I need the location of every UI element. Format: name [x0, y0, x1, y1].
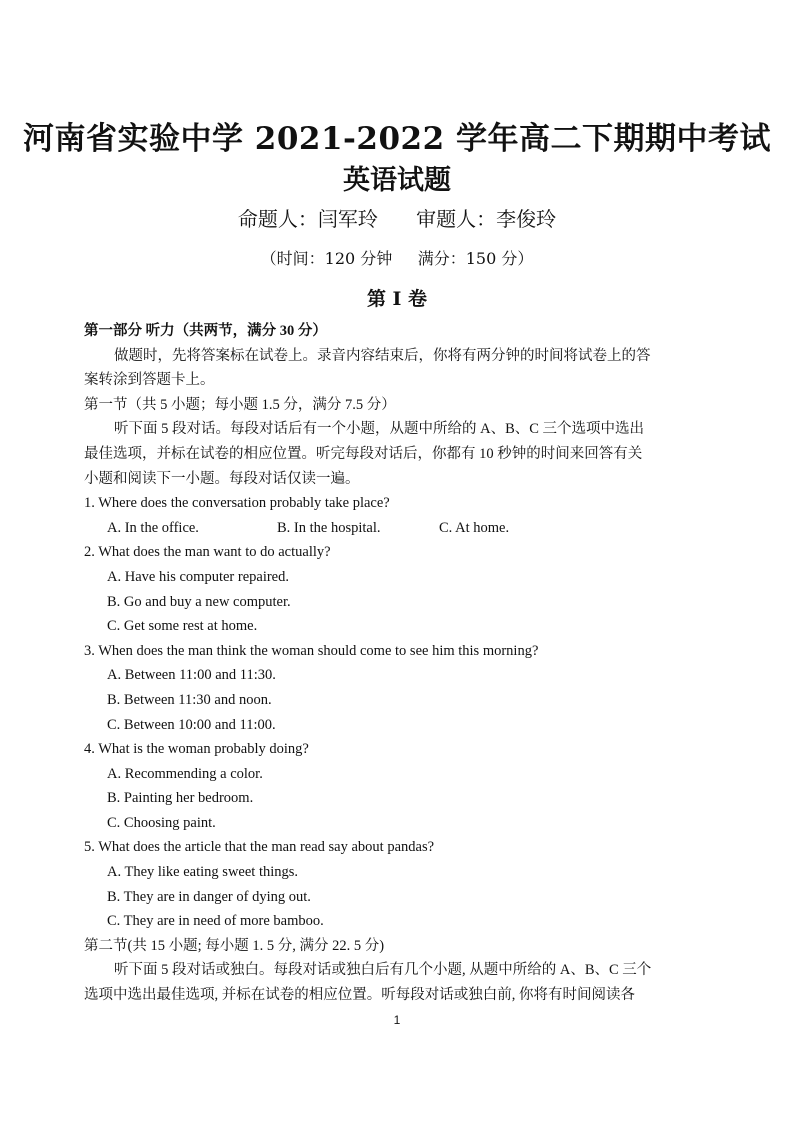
- question-1: 1. Where does the conversation probably take place?: [84, 495, 390, 512]
- question-2: 2. What does the man want to do actually?: [84, 544, 331, 561]
- section1-instruction-3: 小题和阅读下一小题。每段对话仅读一遍。: [84, 470, 360, 487]
- section2-instruction-1: 听下面 5 段对话或独白。每段对话或独白后有几个小题, 从题中所给的 A、B、C 三个: [114, 962, 652, 979]
- question-3: 3. When does the man think the woman should come to see him this morning?: [84, 642, 539, 659]
- section1-instruction-1: 听下面 5 段对话。每段对话后有一个小题，从题中所给的 A、B、C 三个选项中选出: [114, 421, 645, 438]
- question-3-option-a: A. Between 11:00 and 11:30.: [107, 667, 276, 684]
- question-2-option-c: C. Get some rest at home.: [107, 618, 258, 635]
- question-2-option-b: B. Go and buy a new computer.: [107, 593, 291, 610]
- part1-instruction-2: 案转涂到答题卡上。: [84, 372, 215, 389]
- question-5-option-c: C. They are in need of more bamboo.: [107, 913, 324, 930]
- section1-heading: 第一节（共 5 小题；每小题 1.5 分，满分 7.5 分）: [84, 396, 396, 413]
- section2-instruction-2: 选项中选出最佳选项, 并标在试卷的相应位置。听每段对话或独白前, 你将有时间阅读各: [84, 987, 635, 1004]
- question-5-option-a: A. They like eating sweet things.: [107, 864, 299, 881]
- exam-title: 河南省实验中学 2021-2022 学年高二下期期中考试: [22, 121, 771, 157]
- question-4-option-c: C. Choosing paint.: [107, 814, 216, 831]
- question-4-option-b: B. Painting her bedroom.: [107, 790, 254, 807]
- question-3-option-b: B. Between 11:30 and noon.: [107, 691, 272, 708]
- volume-heading: 第 I 卷: [366, 288, 428, 310]
- question-5-option-b: B. They are in danger of dying out.: [107, 888, 311, 905]
- part1-heading: 第一部分 听力（共两节，满分 30 分）: [84, 323, 327, 339]
- question-2-option-a: A. Have his computer repaired.: [107, 568, 289, 585]
- section2-heading: 第二节(共 15 小题; 每小题 1. 5 分, 满分 22. 5 分): [84, 937, 385, 954]
- question-5: 5. What does the article that the man read say about pandas?: [84, 839, 435, 856]
- question-4: 4. What is the woman probably doing?: [84, 741, 309, 758]
- exam-body: [84, 319, 712, 1008]
- section1-instruction-2: 最佳选项，并标在试卷的相应位置。听完每段对话后，你都有 10 秒钟的时间来回答有关: [84, 445, 643, 462]
- question-1-option-c: C. At home.: [439, 519, 510, 536]
- question-3-option-c: C. Between 10:00 and 11:00.: [107, 716, 276, 733]
- exam-subtitle: 英语试题: [343, 165, 451, 196]
- time-info: （时间：120 分钟 满分：150 分）: [260, 249, 534, 268]
- page-number: 1: [393, 1013, 401, 1027]
- question-1-option-a: A. In the office.: [107, 519, 199, 536]
- question-1-options: [84, 516, 712, 541]
- part1-instruction-1: 做题时，先将答案标在试卷上。录音内容结束后，你将有两分钟的时间将试卷上的答: [114, 347, 651, 364]
- question-4-option-a: A. Recommending a color.: [107, 765, 263, 782]
- authors-line: 命题人：闫军玲 审题人：李俊玲: [237, 207, 557, 231]
- question-1-option-b: B. In the hospital.: [277, 519, 381, 536]
